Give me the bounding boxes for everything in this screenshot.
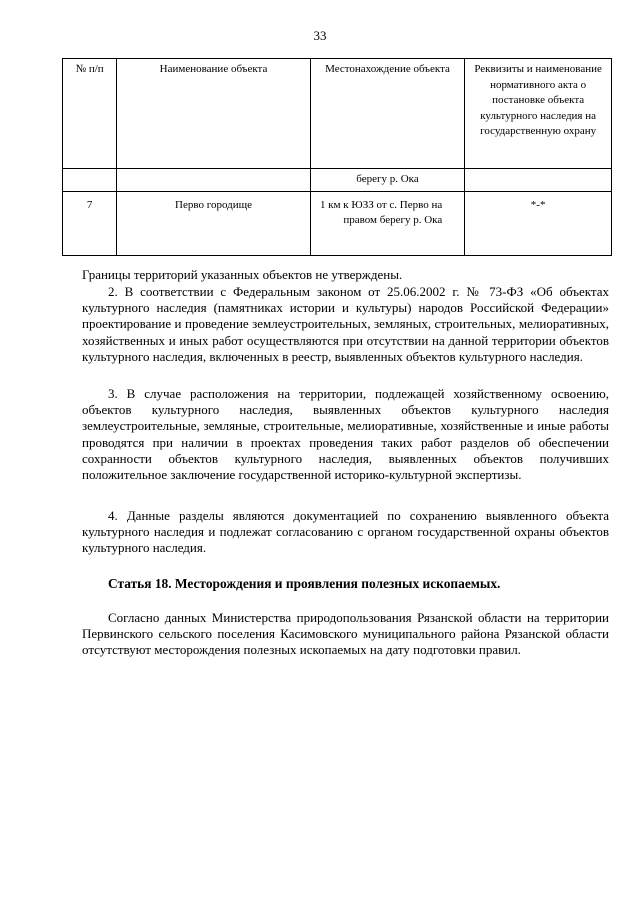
- paragraph-boundaries: Границы территорий указанных объектов не утверждены.: [82, 267, 403, 282]
- table-header-row: [63, 59, 612, 169]
- row-name: Перво городище: [117, 191, 310, 255]
- table-row: [63, 169, 612, 192]
- paragraph-4: 4. Данные разделы являются документацией по сохранению выявленного объекта культурного наследия и подлежат согласованию с органом государственной охраны объектов культурного наследия.: [82, 508, 609, 556]
- header-number: № п/п: [63, 59, 117, 169]
- paragraph-3: 3. В случае расположения на территории, подлежащей хозяйственному освоению, объектов культурного наследия, выявленных объектов культурного наследия землеустроительные, земляные, строительные, мелиоративные, хозяйственные и иные работы проводятся при наличии в проектах проведения таких работ разделов об обеспечении сохранности объектов культурного наследия, выявленных объектов получивших положительное заключение государственной историко-культурной экспертизы.: [82, 386, 609, 483]
- row-act: *-*: [465, 191, 612, 255]
- header-act: Реквизиты и наименование нормативного акта о постановке объекта культурного наследия на государственную охрану: [465, 59, 612, 169]
- page-number: 33: [313, 28, 327, 43]
- header-name: Наименование объекта: [117, 59, 310, 169]
- table-row: [63, 191, 612, 255]
- section-heading: Статья 18. Месторождения и проявления полезных ископаемых.: [108, 576, 501, 591]
- row-location: берегу р. Ока: [310, 169, 465, 192]
- paragraph-2: 2. В соответствии с Федеральным законом от 25.06.2002 г. № 73-ФЗ «Об объектах культурного наследия (памятниках истории и культуры) народов Российской Федерации» проектирование и проведение землеустроительных, земляных, строительных, мелиоративных, хозяйственных и иных работ осуществляются при отсутствии на данной территории объектов культурного наследия, включенных в реестр, выявленных объектов культурного наследия.: [82, 284, 609, 364]
- row-number: 7: [63, 191, 117, 255]
- section-paragraph: Согласно данных Министерства природопользования Рязанской области на территории Первинского сельского поселения Касимовского муниципального района Рязанской области отсутствуют месторождения полезных ископаемых на дату подготовки правил.: [82, 610, 609, 658]
- row-location: 1 км к ЮЗЗ от с. Перво на правом берегу р. Ока: [310, 191, 465, 255]
- header-location: Местонахождение объекта: [310, 59, 465, 169]
- cultural-objects-table: [62, 58, 612, 256]
